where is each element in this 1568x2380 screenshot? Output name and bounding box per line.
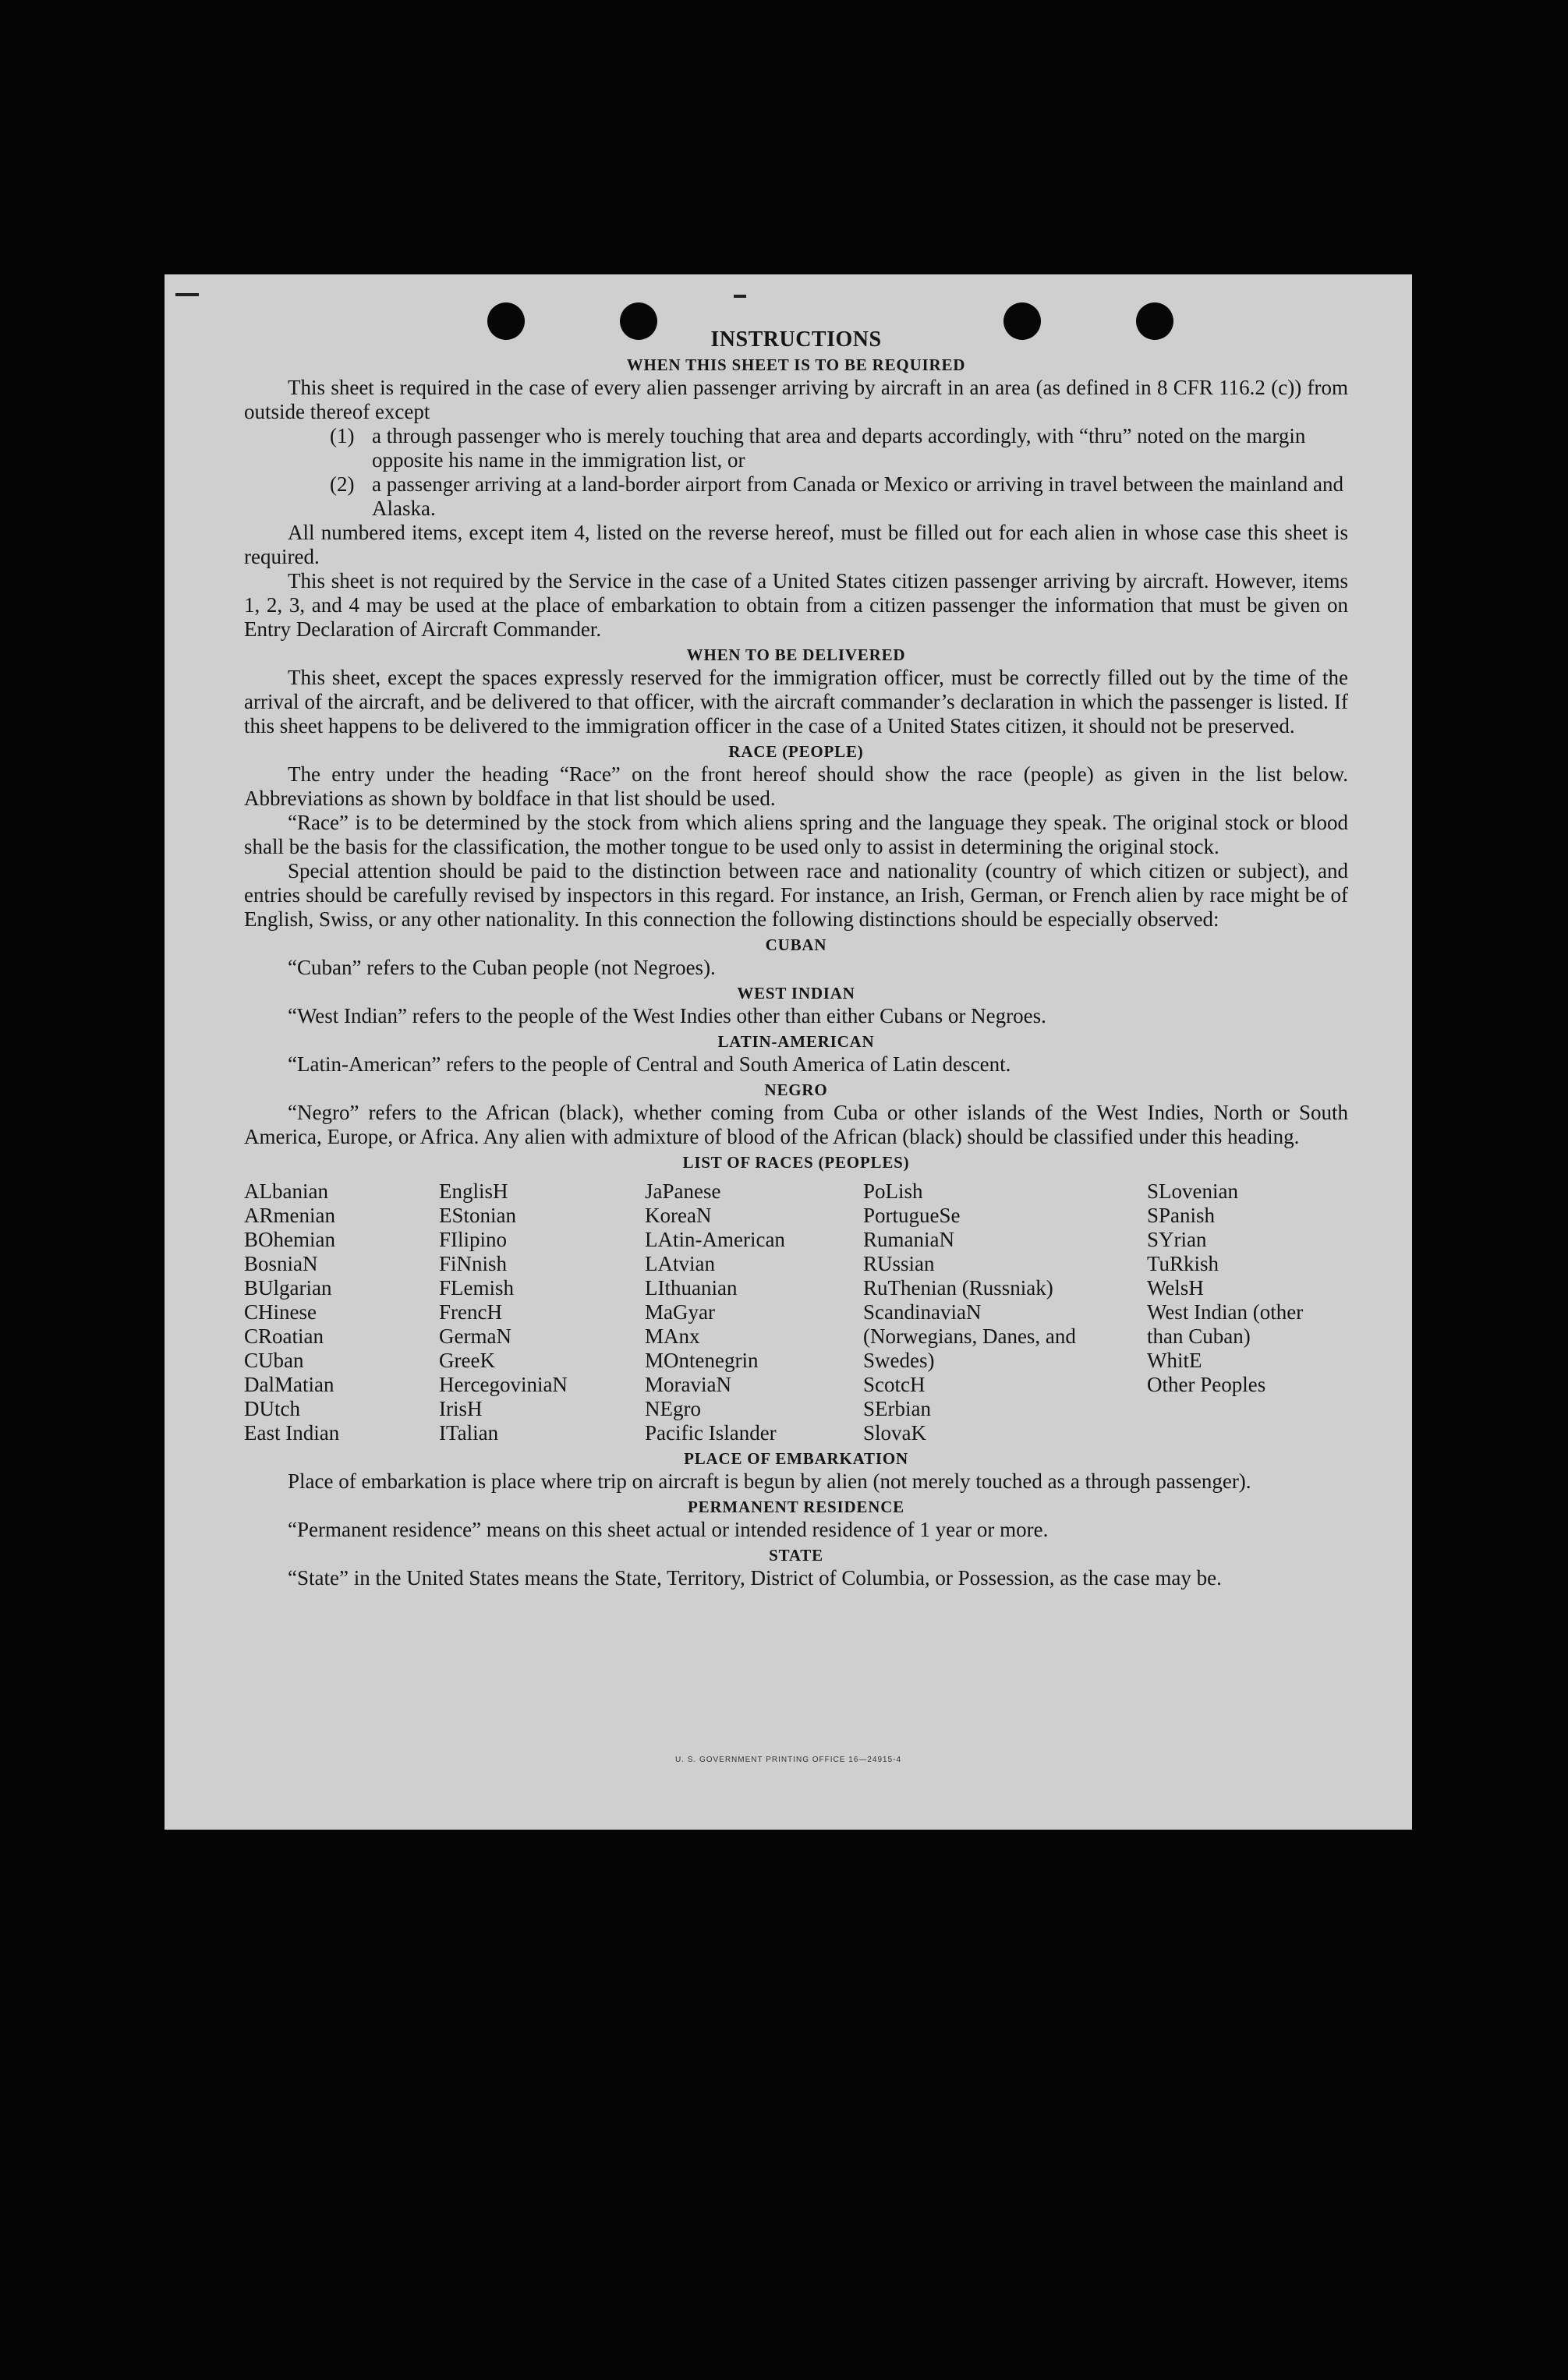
section-heading-embarkation: PLACE OF EMBARKATION <box>684 1449 908 1468</box>
race-item: NEgro <box>645 1397 701 1420</box>
race-column <box>244 1179 439 1445</box>
item-number: (2) <box>330 472 355 496</box>
section-heading-when-required: WHEN THIS SHEET IS TO BE REQUIRED <box>626 355 966 374</box>
race-item: DalMatian <box>244 1373 334 1396</box>
race-item: IrisH <box>439 1397 483 1420</box>
race-item: SYrian <box>1147 1228 1207 1251</box>
race-item: CRoatian <box>244 1324 324 1348</box>
paragraph: “State” in the United States means the State, Territory, District of Columbia, or Possession, as the case may be. <box>288 1566 1222 1590</box>
section-heading-negro: NEGRO <box>764 1080 828 1099</box>
paragraph: This sheet is not required by the Service in the case of a United States citizen passenger arriving by aircraft. However, items 1, 2, 3, and 4 may be used at the place of embarkation to obtain from a citizen passenger the information that must be given on Entry Declaration of Aircraft Commander. <box>244 569 1348 641</box>
section-heading-cuban: CUBAN <box>765 935 827 954</box>
section-heading-residence: PERMANENT RESIDENCE <box>688 1498 904 1516</box>
race-item: LIthuanian <box>645 1276 738 1300</box>
paragraph: All numbered items, except item 4, listed on the reverse hereof, must be filled out for each alien in whose case this sheet is required. <box>244 521 1348 568</box>
race-item: Other Peoples <box>1147 1373 1266 1396</box>
section-heading-list-of-races: LIST OF RACES (PEOPLES) <box>682 1153 910 1172</box>
race-item: GreeK <box>439 1349 495 1372</box>
race-item: GermaN <box>439 1324 511 1348</box>
race-item: West Indian (other than Cuban) <box>1147 1300 1304 1348</box>
race-item: MoraviaN <box>645 1373 731 1396</box>
race-item: ITalian <box>439 1421 499 1445</box>
paragraph: “Cuban” refers to the Cuban people (not Negroes). <box>288 956 716 979</box>
race-column <box>1147 1179 1348 1445</box>
race-item: RUssian <box>863 1252 935 1275</box>
race-list <box>244 1179 1348 1445</box>
race-item: ScandinaviaN (Norwegians, Danes, and Swedes) <box>863 1300 1076 1372</box>
race-column <box>863 1179 1147 1445</box>
paragraph: The entry under the heading “Race” on the front hereof should show the race (people) as given in the list below. Abbreviations as shown by boldface in that list should be used. <box>244 762 1348 810</box>
race-item: FLemish <box>439 1276 515 1300</box>
race-item: BUlgarian <box>244 1276 332 1300</box>
race-item: RumaniaN <box>863 1228 954 1251</box>
paragraph: “West Indian” refers to the people of the West Indies other than either Cubans or Negroes. <box>288 1004 1046 1027</box>
printer-imprint: U. S. GOVERNMENT PRINTING OFFICE 16—24915-4 <box>674 1756 902 1764</box>
race-item: WhitE <box>1147 1349 1202 1372</box>
paragraph: Place of embarkation is place where trip on aircraft is begun by alien (not merely touched as a through passenger). <box>288 1469 1251 1493</box>
race-item: MAnx <box>645 1324 700 1348</box>
race-item: FiNnish <box>439 1252 508 1275</box>
race-item: RuThenian (Russniak) <box>863 1276 1053 1300</box>
section-heading-race: RACE (PEOPLE) <box>728 742 864 761</box>
section-heading-state: STATE <box>769 1546 823 1565</box>
race-item: BOhemian <box>244 1228 335 1251</box>
race-item: East Indian <box>244 1421 340 1445</box>
race-item: FrencH <box>439 1300 502 1324</box>
scan-mark <box>734 295 746 298</box>
race-item: ALbanian <box>244 1179 328 1203</box>
paragraph: This sheet is required in the case of every alien passenger arriving by aircraft in an area (as defined in 8 CFR 116.2 (c)) from outside thereof except <box>244 376 1348 423</box>
race-item: FIlipino <box>439 1228 508 1251</box>
list-item <box>330 472 1348 521</box>
paragraph: “Permanent residence” means on this sheet actual or intended residence of 1 year or more. <box>288 1518 1049 1541</box>
race-item: SLovenian <box>1147 1179 1238 1203</box>
race-item: BosniaN <box>244 1252 318 1275</box>
race-item: CHinese <box>244 1300 317 1324</box>
race-item: PoLish <box>863 1179 923 1203</box>
race-item: LAtin-American <box>645 1228 785 1251</box>
race-item: EStonian <box>439 1204 516 1227</box>
race-item: LAtvian <box>645 1252 715 1275</box>
race-item: WelsH <box>1147 1276 1204 1300</box>
paragraph: This sheet, except the spaces expressly reserved for the immigration officer, must be correctly filled out by the time of the arrival of the aircraft, and be delivered to that officer, with the aircraft commander’s declaration in which the passenger is listed. If this sheet happens to be delivered to the immigration officer in the case of a United States citizen, it should not be preserved. <box>244 666 1348 737</box>
instructions-content <box>244 327 1348 1590</box>
paragraph: “Negro” refers to the African (black), whether coming from Cuba or other islands of the West Indies, North or South America, Europe, or Africa. Any alien with admixture of blood of the African (black) should be classified under this heading. <box>244 1101 1348 1148</box>
race-item: MOntenegrin <box>645 1349 759 1372</box>
section-heading-west-indian: WEST INDIAN <box>737 984 855 1003</box>
race-item: DUtch <box>244 1397 300 1420</box>
item-text: a passenger arriving at a land-border airport from Canada or Mexico or arriving in travel between the mainland and Alaska. <box>372 472 1344 520</box>
race-item: SErbian <box>863 1397 931 1420</box>
race-item: KoreaN <box>645 1204 712 1227</box>
race-item: PortugueSe <box>863 1204 961 1227</box>
paragraph: “Race” is to be determined by the stock from which aliens spring and the language they speak. The original stock or blood shall be the basis for the classification, the mother tongue to be used only to assist in determining the original stock. <box>244 811 1348 858</box>
paragraph: Special attention should be paid to the distinction between race and nationality (country of which citizen or subject), and entries should be carefully revised by inspectors in this regard. For instance, an Irish, German, or French alien by race might be of English, Swiss, or any other nationality. In this connection the following distinctions should be especially observed: <box>244 859 1348 931</box>
race-item: Pacific Islander <box>645 1421 777 1445</box>
race-column <box>439 1179 645 1445</box>
section-heading-when-delivered: WHEN TO BE DELIVERED <box>686 645 906 664</box>
race-item: SlovaK <box>863 1421 926 1445</box>
section-heading-latin-american: LATIN-AMERICAN <box>717 1032 875 1051</box>
list-item <box>330 424 1348 472</box>
race-item: ARmenian <box>244 1204 335 1227</box>
race-column <box>645 1179 863 1445</box>
scan-mark <box>175 293 199 296</box>
race-item: TuRkish <box>1147 1252 1219 1275</box>
race-item: JaPanese <box>645 1179 721 1203</box>
race-item: EnglisH <box>439 1179 508 1203</box>
race-item: ScotcH <box>863 1373 926 1396</box>
race-item: HercegoviniaN <box>439 1373 568 1396</box>
race-item: MaGyar <box>645 1300 715 1324</box>
race-item: CUban <box>244 1349 304 1372</box>
document-page <box>165 274 1412 1830</box>
item-text: a through passenger who is merely touching that area and departs accordingly, with “thru” noted on the margin opposite his name in the immigration list, or <box>372 424 1306 472</box>
race-item: SPanish <box>1147 1204 1216 1227</box>
paragraph: “Latin-American” refers to the people of Central and South America of Latin descent. <box>288 1052 1011 1076</box>
page-title: INSTRUCTIONS <box>710 327 882 352</box>
item-number: (1) <box>330 424 355 447</box>
